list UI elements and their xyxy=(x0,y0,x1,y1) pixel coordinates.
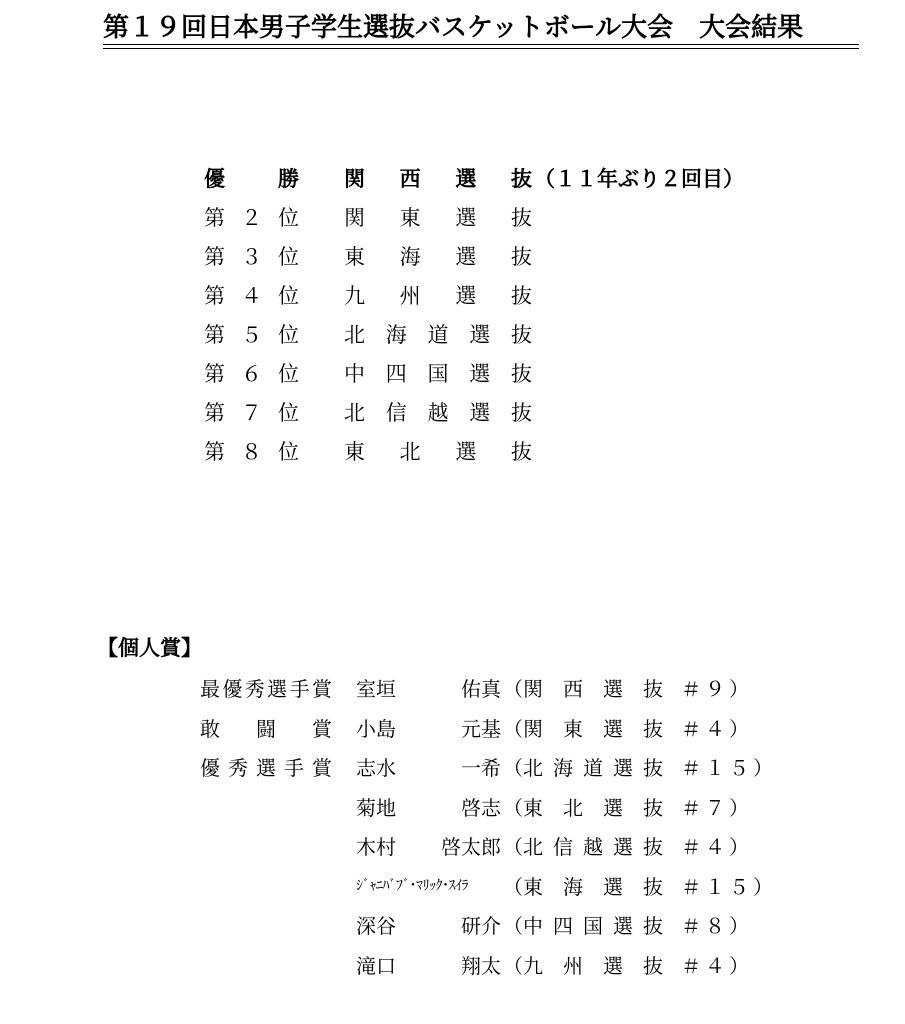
glyph: 抜 xyxy=(511,361,532,386)
player-name xyxy=(356,950,501,979)
glyph: ６ xyxy=(241,361,262,386)
glyph: 選 xyxy=(455,165,477,191)
paren-open: （ xyxy=(503,756,523,781)
team-name xyxy=(344,436,532,466)
glyph: 中 xyxy=(523,914,543,939)
player-team xyxy=(523,910,663,939)
player-name xyxy=(356,752,501,781)
glyph: 東 xyxy=(399,205,421,230)
player-number: ＃７ xyxy=(681,795,729,820)
player-team xyxy=(523,871,663,900)
paren-open: （ xyxy=(503,677,523,702)
player-team xyxy=(523,792,663,821)
team-name xyxy=(344,397,532,427)
glyph: 越 xyxy=(427,400,449,425)
player-team-info xyxy=(503,792,749,821)
glyph: 選 xyxy=(603,874,623,899)
team-name xyxy=(344,163,532,193)
individual-awards-heading: 【個人賞】 xyxy=(97,635,202,660)
glyph: 秀 xyxy=(244,677,265,702)
glyph: 闘 xyxy=(256,716,276,741)
glyph: 選 xyxy=(613,756,633,781)
paren-open: （ xyxy=(503,914,523,939)
title-underline xyxy=(103,44,859,45)
glyph: 秀 xyxy=(228,756,248,781)
player-given-name: 一希 xyxy=(461,756,501,781)
glyph: 第 xyxy=(204,205,225,230)
glyph: 海 xyxy=(385,322,407,347)
glyph: 東 xyxy=(523,795,543,820)
glyph: 東 xyxy=(344,244,365,269)
player-name xyxy=(356,673,501,702)
award-name xyxy=(200,752,332,781)
glyph: ３ xyxy=(241,244,262,269)
rankings-list xyxy=(204,158,744,470)
paren-close: ） xyxy=(729,914,749,939)
player-number: ＃４ xyxy=(681,835,729,860)
glyph: 選 xyxy=(455,244,477,269)
glyph: 北 xyxy=(344,322,365,347)
award-row xyxy=(200,866,773,906)
ranking-row xyxy=(204,431,744,470)
glyph: 抜 xyxy=(510,205,532,230)
paren-open: （ xyxy=(503,795,523,820)
glyph: 手 xyxy=(289,677,310,702)
glyph: 北 xyxy=(563,795,583,820)
glyph: 選 xyxy=(267,677,288,702)
glyph: 北 xyxy=(399,439,421,464)
ranking-row xyxy=(204,158,744,197)
player-team-info xyxy=(503,673,749,702)
player-team xyxy=(523,831,663,860)
glyph: 位 xyxy=(278,400,299,425)
glyph: 州 xyxy=(563,953,583,978)
glyph: 国 xyxy=(427,361,449,386)
ranking-row xyxy=(204,353,744,392)
player-number: ＃１５ xyxy=(681,756,753,781)
player-family-name: 菊地 xyxy=(356,795,396,820)
glyph: 抜 xyxy=(643,953,663,978)
glyph: 抜 xyxy=(511,322,532,347)
player-family-name: 木村 xyxy=(356,835,396,860)
award-row xyxy=(200,905,773,945)
player-given-name: 翔太 xyxy=(461,953,501,978)
glyph: 位 xyxy=(278,322,299,347)
glyph: ４ xyxy=(241,283,262,308)
ranking-row xyxy=(204,275,744,314)
glyph: 信 xyxy=(385,400,407,425)
player-team-info xyxy=(503,713,749,742)
ranking-row xyxy=(204,236,744,275)
award-row xyxy=(200,787,773,827)
player-number: ＃４ xyxy=(681,716,729,741)
player-family-name: 小島 xyxy=(356,716,396,741)
team-name xyxy=(344,280,532,310)
glyph: 賞 xyxy=(311,677,332,702)
glyph: 賞 xyxy=(312,756,332,781)
glyph: 選 xyxy=(256,756,276,781)
glyph: 四 xyxy=(385,361,407,386)
glyph: 位 xyxy=(278,205,299,230)
player-name: ｼﾞｬﾆﾊﾞﾌﾞ･ﾏﾘｯｸ･ｽｲﾗ xyxy=(356,878,468,895)
glyph: 西 xyxy=(399,165,421,191)
glyph: 位 xyxy=(278,244,299,269)
glyph: 道 xyxy=(583,756,603,781)
player-family-name: 滝口 xyxy=(356,953,396,978)
ranking-row xyxy=(204,392,744,431)
player-team xyxy=(523,752,663,781)
title-underline xyxy=(103,48,859,49)
award-row xyxy=(200,747,773,787)
player-number: ＃８ xyxy=(681,914,729,939)
glyph: 手 xyxy=(284,756,304,781)
glyph: 第 xyxy=(204,244,225,269)
glyph: 西 xyxy=(563,677,583,702)
glyph: 抜 xyxy=(510,244,532,269)
glyph: 選 xyxy=(455,283,477,308)
rank-label xyxy=(204,163,299,193)
player-team-info xyxy=(503,752,773,781)
glyph: 北 xyxy=(523,835,543,860)
award-row xyxy=(200,826,773,866)
glyph: 位 xyxy=(278,361,299,386)
glyph: 抜 xyxy=(643,914,663,939)
rank-label xyxy=(204,436,299,466)
award-name xyxy=(200,673,332,702)
glyph: 選 xyxy=(603,953,623,978)
glyph: 抜 xyxy=(643,835,663,860)
paren-close: ） xyxy=(729,953,749,978)
glyph: 抜 xyxy=(643,874,663,899)
glyph: 抜 xyxy=(643,795,663,820)
awards-list xyxy=(200,668,773,984)
glyph: 東 xyxy=(523,874,543,899)
glyph: 第 xyxy=(204,439,225,464)
glyph: 選 xyxy=(469,322,491,347)
paren-close: ） xyxy=(729,716,749,741)
rank-label xyxy=(204,202,299,232)
glyph: 北 xyxy=(344,400,365,425)
glyph: 第 xyxy=(204,361,225,386)
glyph: 海 xyxy=(553,756,573,781)
player-name xyxy=(356,713,501,742)
award-name xyxy=(200,713,332,742)
glyph: 信 xyxy=(553,835,573,860)
rank-label xyxy=(204,280,299,310)
ranking-row xyxy=(204,197,744,236)
glyph: 関 xyxy=(523,677,543,702)
paren-open: （ xyxy=(503,874,523,899)
award-row xyxy=(200,945,773,985)
rank-label xyxy=(204,358,299,388)
player-team-info xyxy=(503,871,773,900)
ranking-row xyxy=(204,314,744,353)
glyph: 選 xyxy=(613,914,633,939)
glyph: 選 xyxy=(455,439,477,464)
player-family-name: 志水 xyxy=(356,756,396,781)
glyph: 抜 xyxy=(510,283,532,308)
glyph: 抜 xyxy=(510,165,532,191)
glyph: 最 xyxy=(200,677,220,702)
paren-close: ） xyxy=(729,677,749,702)
championship-note: （１１年ぶり２回目） xyxy=(534,165,744,191)
glyph: 東 xyxy=(563,716,583,741)
glyph: 位 xyxy=(278,283,299,308)
paren-close: ） xyxy=(753,874,773,899)
glyph: 選 xyxy=(455,205,477,230)
glyph: 道 xyxy=(427,322,449,347)
glyph: 位 xyxy=(278,439,299,464)
paren-open: （ xyxy=(503,953,523,978)
paren-open: （ xyxy=(503,716,523,741)
player-team-info xyxy=(503,910,749,939)
player-name xyxy=(356,792,501,821)
player-team xyxy=(523,713,663,742)
glyph: 北 xyxy=(523,756,543,781)
player-given-name: 元基 xyxy=(461,716,501,741)
player-name xyxy=(356,831,501,860)
glyph: 第 xyxy=(204,322,225,347)
player-family-name: 深谷 xyxy=(356,914,396,939)
player-team-info xyxy=(503,950,749,979)
glyph: 選 xyxy=(603,795,623,820)
glyph: ２ xyxy=(241,205,262,230)
award-row xyxy=(200,708,773,748)
award-row xyxy=(200,668,773,708)
player-number: ＃９ xyxy=(681,677,729,702)
player-number: ＃１５ xyxy=(681,874,753,899)
glyph: 中 xyxy=(344,361,365,386)
team-name xyxy=(344,202,532,232)
page-title: 第１９回日本男子学生選抜バスケットボール大会 大会結果 xyxy=(103,13,804,43)
glyph: 越 xyxy=(583,835,603,860)
glyph: 選 xyxy=(469,400,491,425)
team-name xyxy=(344,358,532,388)
glyph: 州 xyxy=(399,283,421,308)
paren-close: ） xyxy=(729,835,749,860)
glyph: 選 xyxy=(603,677,623,702)
glyph: 東 xyxy=(344,439,365,464)
paren-open: （ xyxy=(503,835,523,860)
glyph: 優 xyxy=(204,165,225,191)
player-number: ＃４ xyxy=(681,953,729,978)
glyph: 関 xyxy=(344,165,365,191)
glyph: 第 xyxy=(204,400,225,425)
rank-label xyxy=(204,319,299,349)
team-name xyxy=(344,319,532,349)
team-name xyxy=(344,241,532,271)
paren-close: ） xyxy=(729,795,749,820)
glyph: 四 xyxy=(553,914,573,939)
glyph: 海 xyxy=(399,244,421,269)
glyph: 抜 xyxy=(643,716,663,741)
glyph: 選 xyxy=(603,716,623,741)
rank-label xyxy=(204,397,299,427)
glyph: 優 xyxy=(200,756,220,781)
player-given-name: 啓太郎 xyxy=(441,835,501,860)
glyph: ７ xyxy=(241,400,262,425)
player-team xyxy=(523,673,663,702)
glyph: 勝 xyxy=(278,165,299,191)
glyph: 海 xyxy=(563,874,583,899)
player-given-name: 啓志 xyxy=(461,795,501,820)
glyph: 選 xyxy=(613,835,633,860)
player-given-name: 佑真 xyxy=(461,677,501,702)
glyph: ５ xyxy=(241,322,262,347)
glyph: 抜 xyxy=(643,756,663,781)
glyph: 敢 xyxy=(200,716,220,741)
player-team-info xyxy=(503,831,749,860)
player-name xyxy=(356,910,501,939)
glyph: 関 xyxy=(523,716,543,741)
paren-close: ） xyxy=(753,756,773,781)
player-team xyxy=(523,950,663,979)
glyph: 関 xyxy=(344,205,365,230)
glyph: 抜 xyxy=(511,400,532,425)
glyph: 抜 xyxy=(510,439,532,464)
player-given-name: 研介 xyxy=(461,914,501,939)
glyph: 優 xyxy=(222,677,243,702)
glyph: 第 xyxy=(204,283,225,308)
glyph: 選 xyxy=(469,361,491,386)
rank-label xyxy=(204,241,299,271)
glyph: 賞 xyxy=(312,716,332,741)
glyph: 抜 xyxy=(643,677,663,702)
player-family-name: 室垣 xyxy=(356,677,396,702)
glyph: 九 xyxy=(523,953,543,978)
glyph: 九 xyxy=(344,283,365,308)
glyph: ８ xyxy=(241,439,262,464)
glyph: 国 xyxy=(583,914,603,939)
